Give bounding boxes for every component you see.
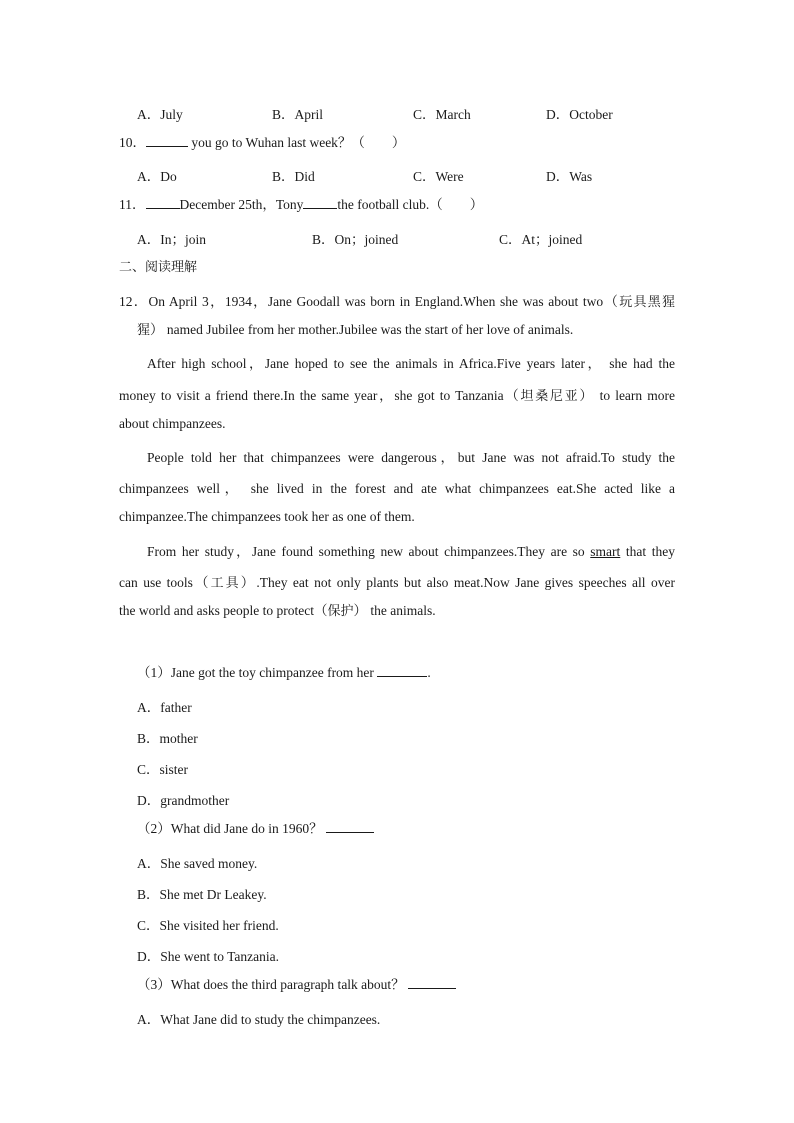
q12-p4-line2 [119, 571, 675, 591]
sub-q1-stem-text: （1）Jane got the toy chimpanzee from her [137, 665, 378, 680]
q12-p4-text-b: that they [620, 544, 675, 559]
q12-p4-underlined-word: smart [590, 544, 621, 559]
q10-option-b: B．Did [272, 169, 315, 184]
q10-option-c: C．Were [413, 169, 464, 184]
q12-p2-line3: about chimpanzees. [119, 416, 226, 431]
q12-p2-text-a: money to visit a friend there.In the same year，she got to Tanzania（ [119, 388, 521, 403]
sub-q1-option-d: D．grandmother [137, 793, 230, 808]
q12-p2-text-b: ） to learn more [579, 388, 675, 403]
q9-option-d: D．October [546, 107, 613, 122]
q12-p3-line3: chimpanzee.The chimpanzees took her as one of them. [119, 509, 415, 524]
q9-option-c: C．March [413, 107, 471, 122]
q12-p2-line1: After high school，Jane hoped to see the animals in Africa.Five years later， she had the [147, 356, 675, 371]
q10-number: 10． [119, 135, 146, 150]
q12-p3-line1: People told her that chimpanzees were dangerous，but Jane was not afraid.To study the [147, 450, 675, 465]
q11-blank-1 [146, 196, 180, 209]
q12-p1-text-b: ） named Jubilee from her mother.Jubilee was the start of her love of animals. [150, 322, 574, 337]
q10-option-a: A．Do [137, 169, 177, 184]
q12-p4-text-f: ） the animals. [353, 603, 436, 618]
q12-number: 12． [119, 294, 149, 309]
q11-stem [119, 196, 483, 214]
q12-p2-line2 [119, 384, 675, 404]
q12-p4-line1 [147, 540, 675, 560]
q12-p4-cjk-2: 保护 [327, 604, 354, 619]
q11-blank-2 [303, 196, 337, 209]
sub-q1-blank [377, 664, 427, 677]
q12-p1-line2 [137, 321, 573, 340]
q11-option-c: C．At；joined [499, 232, 583, 247]
sub-q1-stem [137, 664, 431, 682]
q10-stem-text: you go to Wuhan last week？（ ） [188, 135, 406, 150]
sub-q1-option-a: A．father [137, 700, 192, 715]
q12-p4-line3 [119, 602, 436, 621]
sub-q1-stem-end: . [427, 665, 431, 680]
q12-p1-cjk-2: 猩 [137, 323, 151, 338]
q9-option-a: A．July [137, 107, 183, 122]
q12-p4-text-d: ）.They eat not only plants but also meat.Now Jane gives speeches all over [240, 575, 675, 590]
q10-option-d: D．Was [546, 169, 593, 184]
q11-stem-text-2: the football club.（ ） [337, 197, 484, 212]
q12-p4-cjk: 工具 [210, 576, 241, 591]
sub-q3-blank [408, 976, 456, 989]
q12-p4-text-a: From her study，Jane found something new about chimpanzees.They are so [147, 544, 591, 559]
sub-q1-option-b: B．mother [137, 731, 198, 746]
q11-option-a: A．In；join [137, 232, 206, 247]
sub-q3-option-a: A．What Jane did to study the chimpanzees. [137, 1012, 381, 1027]
sub-q2-stem [137, 820, 374, 838]
q11-number: 11． [119, 197, 146, 212]
sub-q3-stem [137, 976, 456, 994]
q12-p2-cjk: 坦桑尼亚 [520, 389, 580, 404]
q12-p1-line1 [119, 290, 675, 310]
q12-p1-text-a: On April 3，1934，Jane Goodall was born in England.When she was about two（ [148, 294, 620, 309]
q10-stem [119, 134, 405, 152]
sub-q2-option-c: C．She visited her friend. [137, 918, 279, 933]
sub-q2-option-b: B．She met Dr Leakey. [137, 887, 267, 902]
sub-q2-option-a: A．She saved money. [137, 856, 258, 871]
q9-option-b: B．April [272, 107, 324, 122]
q10-blank [146, 134, 188, 147]
sub-q3-stem-text: （3）What does the third paragraph talk about？ [137, 977, 409, 992]
q12-p3-line2: chimpanzees well， she lived in the forest and ate what chimpanzees eat.She acted like a [119, 481, 675, 496]
sub-q1-option-c: C．sister [137, 762, 189, 777]
q11-stem-text-1: December 25th，Tony [179, 197, 304, 212]
q12-p4-text-c: can use tools（ [119, 575, 211, 590]
sub-q2-blank [326, 820, 374, 833]
q12-p1-cjk: 玩具黑猩 [619, 295, 675, 310]
sub-q2-option-d: D．She went to Tanzania. [137, 949, 280, 964]
sub-q2-stem-text: （2）What did Jane do in 1960？ [137, 821, 326, 836]
section-heading: 二、阅读理解 [119, 260, 198, 275]
q11-option-b: B．On；joined [312, 232, 399, 247]
q12-p4-text-e: the world and asks people to protect（ [119, 603, 328, 618]
